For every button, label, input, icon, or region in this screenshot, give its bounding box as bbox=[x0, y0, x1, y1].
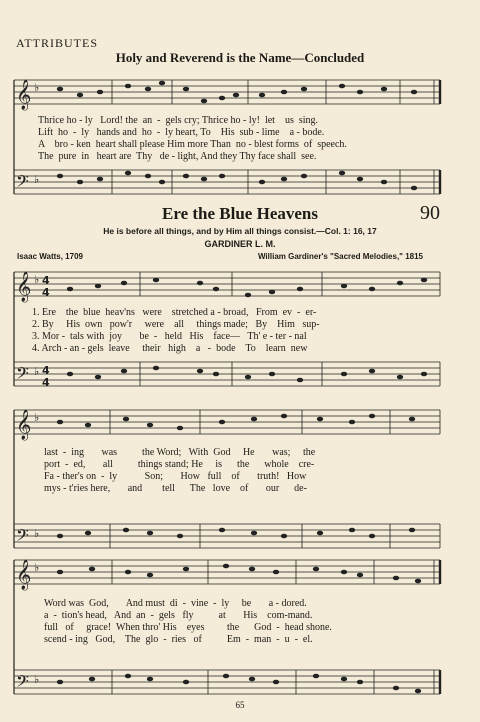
lyric-line: Fa - ther's on - ly Son; How full of truth! How bbox=[44, 471, 307, 482]
svg-text:4: 4 bbox=[42, 274, 50, 287]
staff-s1-treble bbox=[14, 272, 440, 296]
lyric-line: full of grace! When thro' His eyes the God - head shone. bbox=[44, 622, 332, 633]
top-hymn-lyrics bbox=[38, 115, 347, 163]
treble-clef-icon: 𝄞 bbox=[16, 80, 32, 110]
lyric-line: 3. Mor - tals with joy be - held His face— Th' e - ter - nal bbox=[32, 331, 307, 342]
continued-hymn-title: Holy and Reverend is the Name—Concluded bbox=[115, 50, 365, 65]
section-heading: ATTRIBUTES bbox=[16, 36, 98, 50]
staff-s1-bass bbox=[14, 362, 440, 386]
svg-text:𝄢: 𝄢 bbox=[16, 525, 29, 549]
svg-text:𝄞: 𝄞 bbox=[16, 272, 32, 302]
lyric-line: mys - t'ries here, and tell The love of our de- bbox=[44, 483, 307, 494]
staff-s2-bass bbox=[14, 524, 440, 548]
lyric-line: last - ing was the Word; With God He was; the bbox=[44, 447, 316, 458]
svg-text:♭: ♭ bbox=[34, 273, 40, 286]
lyric-line: Lift ho - ly hands and ho - ly heart, To His sub - lime a - bode. bbox=[38, 127, 325, 138]
svg-text:𝄞: 𝄞 bbox=[16, 560, 32, 590]
lyric-line: a - tion's head, And an - gels fly at His com-mand. bbox=[44, 610, 313, 621]
svg-text:♭: ♭ bbox=[34, 365, 40, 378]
system1-lyrics bbox=[32, 307, 320, 355]
lyric-line: Thrice ho - ly Lord! the an - gels cry; Thrice ho - ly! let us sing. bbox=[38, 115, 319, 126]
flat-icon: ♭ bbox=[34, 81, 40, 94]
tune-name: GARDINER L. M. bbox=[204, 239, 276, 249]
svg-text:4: 4 bbox=[42, 376, 50, 389]
staff-s3-bass bbox=[14, 670, 440, 694]
lyric-line: 2. By His own pow'r were all things made; By Him sup- bbox=[32, 319, 320, 330]
author-credit: Isaac Watts, 1709 bbox=[17, 252, 83, 261]
svg-text:𝄢: 𝄢 bbox=[16, 671, 29, 695]
svg-text:♭: ♭ bbox=[34, 411, 40, 424]
staff-s3-treble bbox=[14, 560, 440, 584]
lyric-line: A bro - ken heart shall please Him more Than no - blest forms of speech. bbox=[38, 139, 347, 150]
svg-text:♭: ♭ bbox=[34, 173, 40, 186]
lyric-line: Word was God, And must di - vine - ly be a - dored. bbox=[44, 598, 307, 609]
hymn-title: Ere the Blue Heavens bbox=[162, 204, 318, 223]
svg-text:𝄞: 𝄞 bbox=[16, 410, 32, 440]
lyric-line: 4. Arch - an - gels leave their high a - bode To learn new bbox=[32, 343, 308, 354]
bass-clef-icon: 𝄢 bbox=[16, 171, 29, 195]
lyric-line: scend - ing God, The glo - ries of Em - man - u - el. bbox=[44, 634, 313, 645]
lyric-line: port - ed, all things stand; He is the whole cre- bbox=[44, 459, 315, 470]
lyric-line: 1. Ere the blue heav'ns were stretched a - broad, From ev - er- bbox=[32, 307, 317, 318]
hymn-number: 90 bbox=[420, 202, 440, 224]
svg-text:4: 4 bbox=[42, 364, 50, 377]
staff-s2-treble bbox=[14, 410, 440, 434]
svg-text:♭: ♭ bbox=[34, 673, 40, 686]
svg-text:♭: ♭ bbox=[34, 561, 40, 574]
svg-text:4: 4 bbox=[42, 286, 50, 299]
svg-text:♭: ♭ bbox=[34, 527, 40, 540]
svg-text:𝄢: 𝄢 bbox=[16, 363, 29, 387]
system3-lyrics bbox=[44, 598, 332, 646]
composer-credit: William Gardiner's "Sacred Melodies," 1815 bbox=[257, 252, 423, 261]
lyric-line: The pure in heart are Thy de - light, And they Thy face shall see. bbox=[38, 151, 317, 162]
scripture-reference: He is before all things, and by Him all things consist.—Col. 1: 16, 17 bbox=[103, 226, 377, 236]
staff-top-treble bbox=[14, 80, 440, 104]
system2-lyrics bbox=[44, 447, 315, 495]
page-number: 65 bbox=[235, 700, 245, 710]
